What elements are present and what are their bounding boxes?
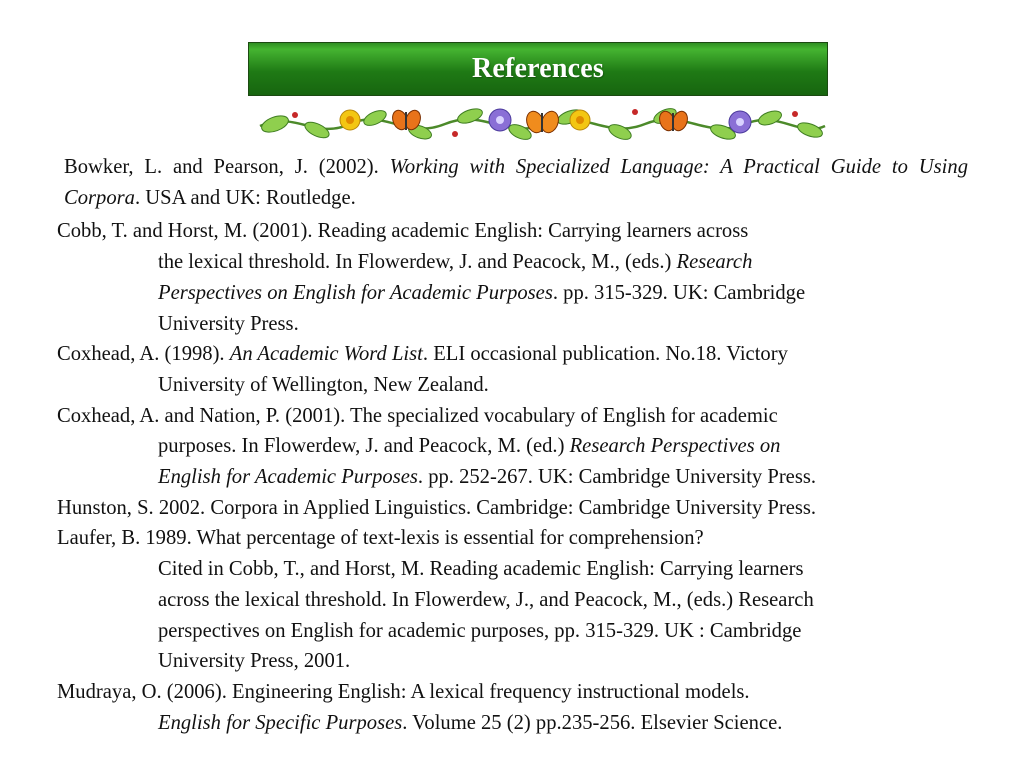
reference-entry	[57, 401, 1007, 493]
leaf	[303, 119, 332, 141]
reference-entry	[57, 493, 1007, 524]
reference-text: Cited in Cobb, T., and Horst, M. Reading academic English: Carrying learners	[158, 558, 804, 581]
leaf	[757, 108, 784, 127]
reference-continuation-line	[57, 554, 1007, 585]
reference-continuation-line	[57, 247, 1007, 278]
berry	[452, 131, 458, 137]
reference-text: across the lexical threshold. In Flowerdew, J., and Peacock, M., (eds.) Research	[158, 588, 814, 611]
reference-entry	[64, 152, 968, 213]
reference-first-line	[57, 523, 1007, 554]
reference-list	[57, 152, 1007, 738]
reference-title-text: English for Academic Purposes	[158, 466, 418, 489]
purple-flower-icon	[729, 111, 751, 133]
leaf	[259, 113, 290, 136]
reference-continuation-line	[57, 370, 1007, 401]
reference-text: University of Wellington, New Zealand.	[158, 373, 489, 396]
reference-text: . ELI occasional publication. No.18. Victory	[422, 343, 788, 366]
reference-text: the lexical threshold. In Flowerdew, J. and Peacock, M., (eds.)	[158, 251, 677, 274]
reference-title-text: Research	[676, 251, 753, 274]
leaf	[796, 120, 825, 140]
reference-continuation-line	[57, 278, 1007, 309]
leaf	[456, 106, 485, 126]
reference-first-line	[57, 677, 1007, 708]
reference-title-text: Perspectives on English for Academic Purposes	[158, 281, 553, 304]
reference-continuation-line	[57, 646, 1007, 677]
reference-title-text: Working with Specialized Language: A Practical Guide to Using Corpora	[64, 156, 968, 209]
yellow-flower-icon	[340, 110, 360, 130]
berry	[792, 111, 798, 117]
reference-continuation-line	[57, 708, 1007, 739]
reference-first-line	[57, 216, 1007, 247]
reference-entry	[57, 677, 1007, 738]
reference-continuation-line	[57, 585, 1007, 616]
reference-first-line	[57, 493, 1007, 524]
reference-text: . pp. 252-267. UK: Cambridge University Press.	[417, 466, 816, 489]
berry	[292, 112, 298, 118]
page-title: References	[471, 53, 605, 84]
reference-text: Coxhead, A. (1998).	[57, 343, 230, 366]
leaf	[362, 107, 389, 128]
reference-text: . pp. 315-329. UK: Cambridge	[552, 281, 806, 304]
reference-continuation-line	[57, 431, 1007, 462]
reference-text: University Press.	[158, 312, 299, 335]
reference-title-text: Research Perspectives on	[569, 435, 781, 458]
reference-entry	[57, 216, 1007, 339]
reference-text: Mudraya, O. (2006). Engineering English: A lexical frequency instructional models.	[57, 680, 750, 703]
yellow-flower-icon	[570, 110, 590, 130]
reference-continuation-line	[57, 616, 1007, 647]
reference-text: Bowker, L. and Pearson, J. (2002).	[64, 156, 390, 178]
reference-title-text: English for Specific Purposes	[158, 711, 403, 734]
reference-continuation-line	[57, 462, 1007, 493]
leaf	[607, 121, 634, 142]
reference-first-line	[57, 339, 1007, 370]
reference-title-text: An Academic Word List	[229, 343, 423, 366]
reference-text: perspectives on English for academic purposes, pp. 315-329. UK : Cambridge	[158, 619, 802, 642]
reference-first-line	[57, 401, 1007, 432]
reference-text: purposes. In Flowerdew, J. and Peacock, M. (ed.)	[158, 435, 570, 458]
reference-text: . USA and UK: Routledge.	[134, 186, 356, 209]
reference-entry	[57, 523, 1007, 677]
reference-text: University Press, 2001.	[158, 650, 351, 673]
berry	[632, 109, 638, 115]
reference-text: Hunston, S. 2002. Corpora in Applied Linguistics. Cambridge: Cambridge University Press.	[57, 496, 817, 519]
purple-flower-icon	[489, 109, 511, 131]
reference-text: Coxhead, A. and Nation, P. (2001). The specialized vocabulary of English for academic	[57, 404, 778, 427]
title-banner	[248, 42, 828, 96]
reference-entry	[57, 339, 1007, 400]
reference-continuation-line	[57, 309, 1007, 340]
reference-text: Laufer, B. 1989. What percentage of text-lexis is essential for comprehension?	[57, 527, 704, 550]
floral-vine-decoration	[255, 100, 830, 146]
reference-text: Cobb, T. and Horst, M. (2001). Reading academic English: Carrying learners across	[57, 220, 749, 243]
reference-text: . Volume 25 (2) pp.235-256. Elsevier Science.	[402, 711, 783, 734]
